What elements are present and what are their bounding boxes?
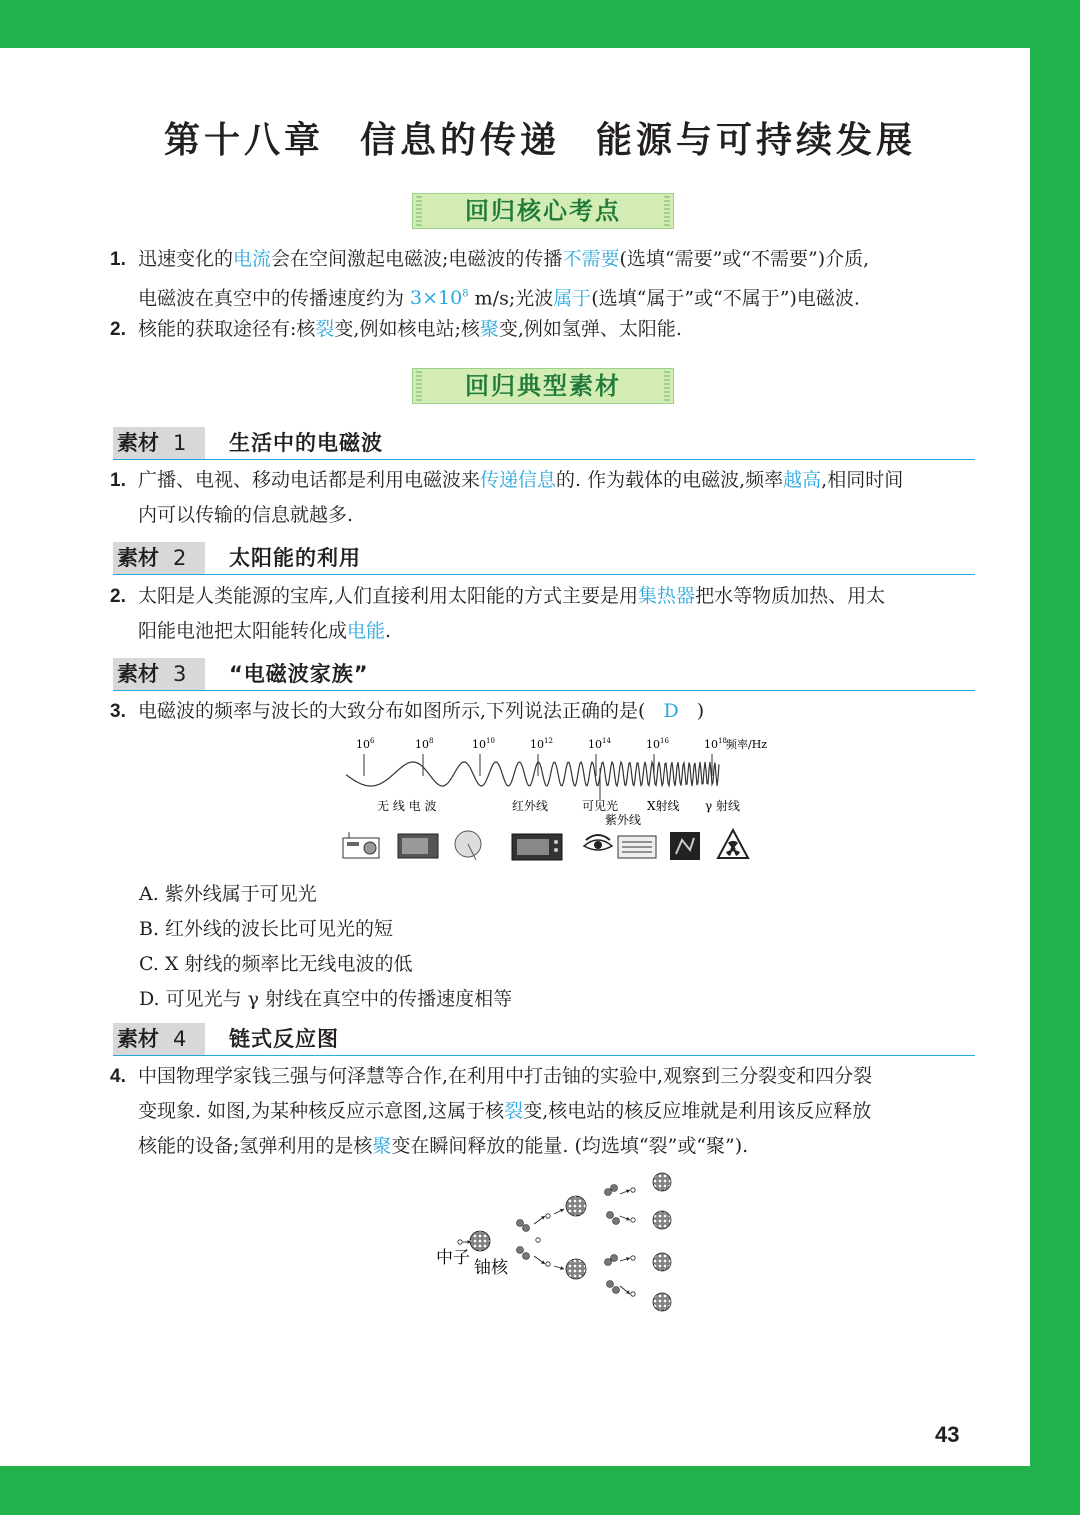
core-question-1: 1. 迅速变化的电流会在空间激起电磁波;电磁波的传播不需要(选填“需要”或“不需要”)介质, 电磁波在真空中的传播速度约为 $3\times 10^8$ m/s;光波属于(选填“属于”或“不属于”)电磁波.: [110, 248, 870, 310]
frequency-label: $10^{10}$: [472, 737, 495, 751]
fragment: [517, 1247, 524, 1254]
section-header-2: 素材 2 太阳能的利用: [113, 542, 975, 575]
first-uranium-nucleus: [470, 1231, 490, 1251]
fragment: [523, 1253, 530, 1260]
fragment: [605, 1259, 612, 1266]
answer-choice: D: [663, 700, 679, 722]
option-d: D. 可见光与 γ 射线在真空中的传播速度相等: [139, 988, 513, 1010]
option-b: B. 红外线的波长比可见光的短: [139, 918, 394, 940]
arrowhead: [541, 1216, 545, 1220]
uranium-nucleus-label: 铀核: [474, 1258, 508, 1278]
radiation-warning-icon: [718, 830, 748, 858]
frequency-unit: 频率/Hz: [726, 738, 768, 751]
answer-blank: 电能: [347, 620, 386, 642]
material-1-text: 1. 广播、电视、移动电话都是利用电磁波来传递信息的. 作为载体的电磁波,频率越高,相同时间 内可以传输的信息就越多.: [110, 469, 904, 526]
option-c: C. X 射线的频率比无线电波的低: [139, 953, 413, 975]
toaster-oven-icon: [512, 834, 562, 860]
answer-blank: $3\times 10^8$: [410, 287, 469, 310]
answer-blank: 裂: [504, 1100, 524, 1122]
uranium-nucleus: [653, 1211, 671, 1229]
answer-blank: 裂: [315, 318, 335, 340]
uranium-nucleus: [566, 1259, 586, 1279]
answer-blank: 传递信息: [480, 469, 557, 491]
uranium-nucleus: [566, 1196, 586, 1216]
chain-reaction-nodes: [458, 1173, 671, 1311]
microwave-oven-icon: [398, 834, 438, 858]
core-question-2: 2. 核能的获取途径有:核裂变,例如核电站;核聚变,例如氢弹、太阳能.: [110, 318, 682, 340]
wave-curve: [346, 762, 719, 786]
fragment: [607, 1281, 614, 1288]
band-label-uv: 紫外线: [605, 813, 642, 827]
neutron: [546, 1262, 550, 1266]
xray-film-icon: [670, 832, 700, 860]
material-3-stem: 3. 电磁波的频率与波长的大致分布如图所示,下列说法正确的是( D ): [110, 700, 705, 722]
band-label-infrared: 红外线: [512, 799, 549, 813]
satellite-dish-icon: [455, 831, 481, 860]
chapter-topic-1: 信息的传递: [359, 120, 560, 161]
chapter-topic-2: 能源与可持续发展: [596, 120, 917, 161]
neutron: [631, 1292, 635, 1296]
frequency-label: $10^{14}$: [588, 737, 611, 751]
section-header-3: 素材 3 “电磁波家族”: [113, 658, 975, 691]
fragment: [605, 1189, 612, 1196]
neutron: [536, 1238, 540, 1242]
band-label-radio: 无 线 电 波: [377, 799, 437, 813]
answer-blank: 聚: [372, 1135, 392, 1157]
option-a: A. 紫外线属于可见光: [139, 883, 317, 905]
em-spectrum-figure: [330, 732, 780, 864]
answer-blank: 集热器: [638, 585, 696, 607]
fragment: [611, 1185, 618, 1192]
frequency-label: $10^{16}$: [646, 737, 669, 751]
neutron: [458, 1240, 462, 1244]
arrowhead: [541, 1260, 545, 1264]
neutron-label: 中子: [436, 1248, 470, 1268]
answer-blank: 越高: [783, 469, 822, 491]
band-label-xray: X射线: [647, 799, 680, 813]
fragment: [523, 1225, 530, 1232]
uranium-nucleus: [653, 1293, 671, 1311]
fragment: [613, 1287, 620, 1294]
chapter-number: 第十八章: [163, 120, 324, 161]
neutron: [546, 1214, 550, 1218]
chain-reaction-figure: [430, 1166, 690, 1316]
frequency-label: $10^8$: [415, 737, 434, 751]
fragment: [611, 1255, 618, 1262]
frequency-label: $10^{12}$: [530, 737, 553, 751]
fragment: [613, 1218, 620, 1225]
neutron: [631, 1188, 635, 1192]
eye-icon: [584, 835, 612, 850]
section-header-4: 素材 4 链式反应图: [113, 1023, 975, 1056]
answer-blank: 不需要: [562, 248, 620, 270]
material-4-text: 4. 中国物理学家钱三强与何泽慧等合作,在利用中打击铀的实验中,观察到三分裂变和四分裂 变现象. 如图,为某种核反应示意图,这属于核裂变,核电站的核反应堆就是利用该反应释放 核能的设备;氢弹利用的是核聚变在瞬间释放的能量. (均选填“裂”或“聚”).: [110, 1065, 873, 1157]
core-points-banner: 回归核心考点: [412, 193, 674, 229]
section-header-1: 素材 1 生活中的电磁波: [113, 427, 975, 460]
frequency-label: $10^{18}$: [704, 737, 727, 751]
uranium-nucleus: [653, 1173, 671, 1191]
band-label-visible: 可见光: [582, 799, 619, 813]
neutron: [631, 1218, 635, 1222]
uv-lamp-icon: [618, 836, 656, 858]
frequency-axis-labels: [356, 737, 727, 751]
radio-icon: [343, 832, 379, 858]
neutron: [631, 1256, 635, 1260]
page-number: 43: [935, 1422, 960, 1447]
answer-blank: 属于: [553, 287, 592, 310]
frequency-label: $10^6$: [356, 737, 375, 751]
uranium-nucleus: [653, 1253, 671, 1271]
material-2-text: 2. 太阳是人类能源的宝库,人们直接利用太阳能的方式主要是用集热器把水等物质加热、用太 阳能电池把太阳能转化成电能.: [110, 585, 886, 642]
band-label-gamma: γ 射线: [705, 799, 740, 813]
typical-materials-banner: 回归典型素材: [412, 368, 674, 404]
fragment: [607, 1212, 614, 1219]
chapter-title: [0, 112, 1080, 163]
fragment: [517, 1220, 524, 1227]
answer-blank: 聚: [479, 318, 499, 340]
answer-blank: 电流: [233, 248, 272, 270]
